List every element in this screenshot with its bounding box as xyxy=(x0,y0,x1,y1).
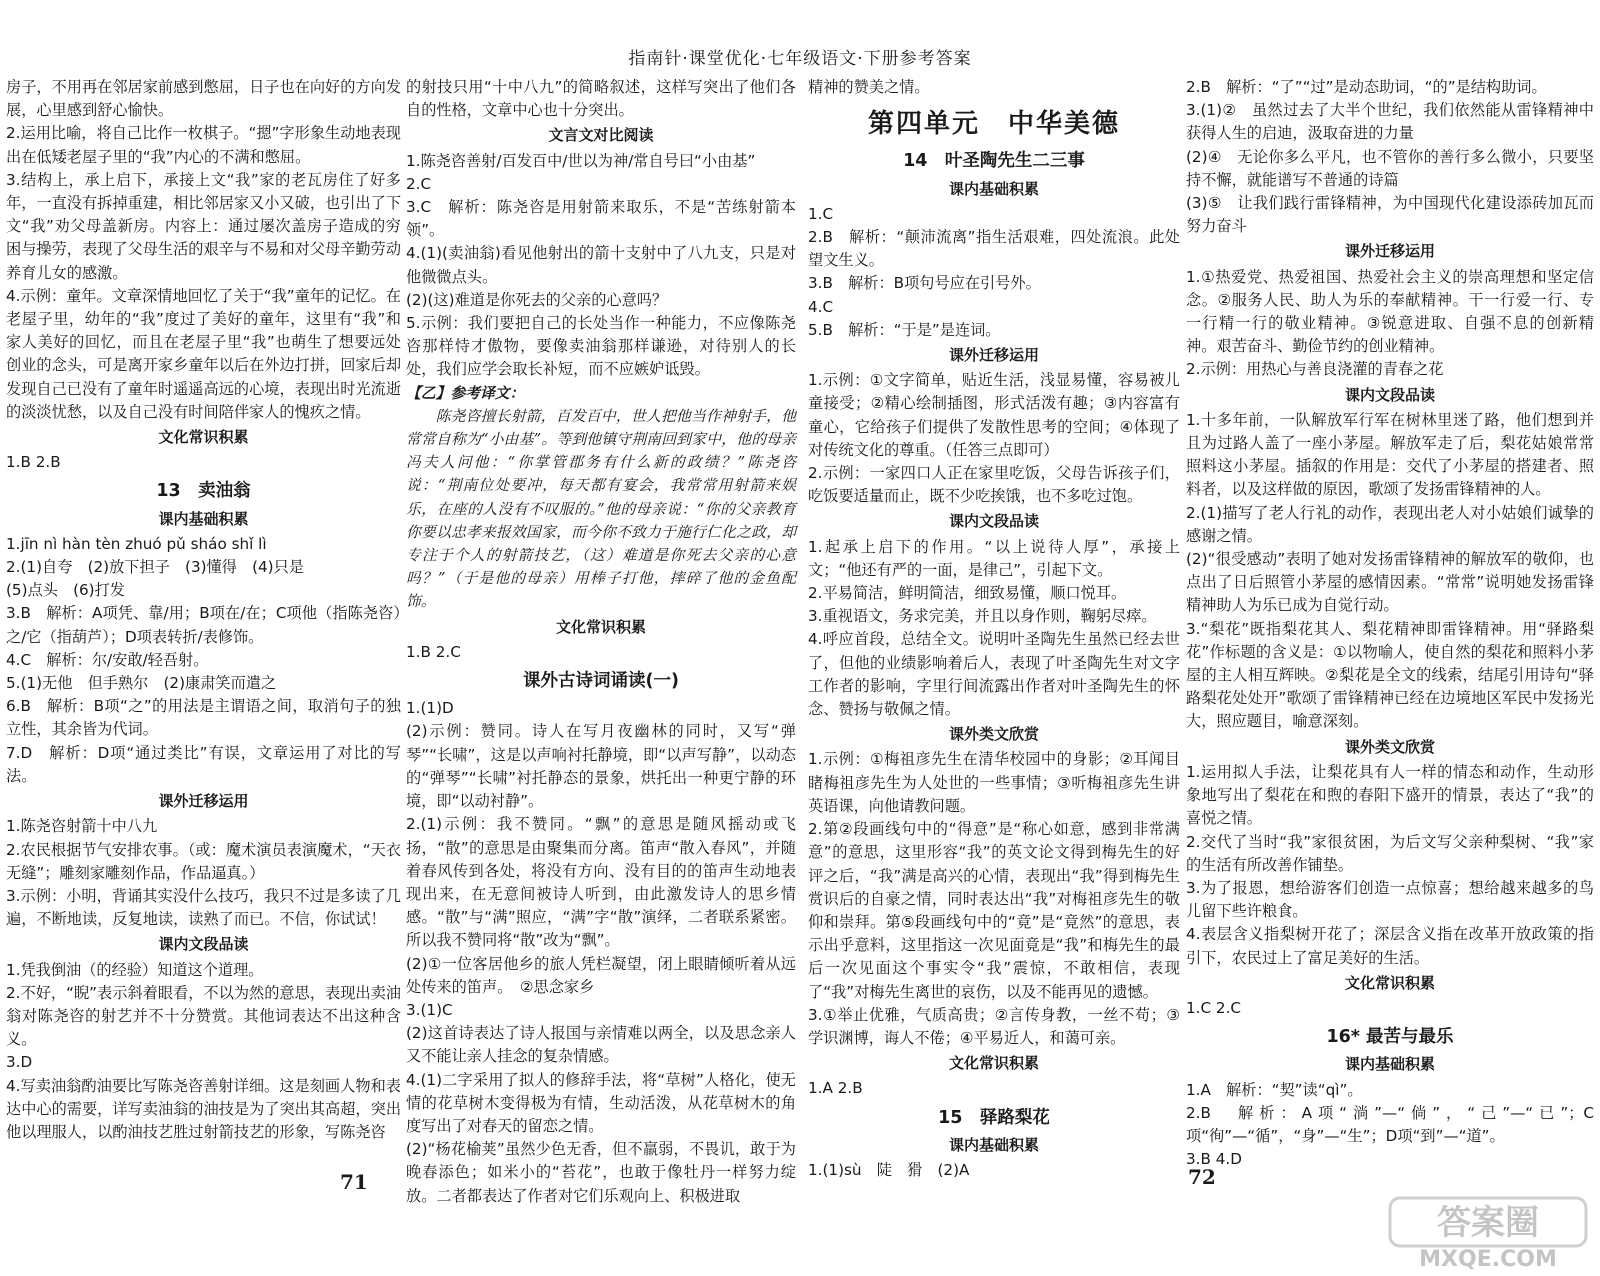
section-heading: 文言文对比阅读 xyxy=(548,126,654,145)
answer-line: 1.(1)sù 陡 猾 (2)A xyxy=(808,1160,970,1179)
answer-line: 5.示例：我们要把自己的长处当作一种能力，不应像陈尧咨那样恃才傲物，要像卖油翁那样谦逊，对待别人的长处，我们应学会取长补短，而不应嫉妒诋毁。 xyxy=(406,314,796,379)
answer-line: 1.A 2.B xyxy=(808,1079,863,1098)
answer-line: 1.示例：①梅祖彦先生在清华校园中的身影；②耳闻目睹梅祖彦先生为人处世的一些事情；③听梅祖彦先生讲英语课，向他请教问题。 xyxy=(808,750,1180,815)
answer-line: 3.D xyxy=(6,1053,33,1072)
section-heading: 课内文段品读 xyxy=(948,512,1039,531)
column-2-part-b xyxy=(406,616,796,1208)
answer-line: 3.(1)C xyxy=(406,1000,453,1019)
answer-line: 4.C 解析：尔/安敢/轻吾射。 xyxy=(6,650,209,669)
lesson-title: 16* 最苦与最乐 xyxy=(1326,1027,1454,1048)
answer-line: 3.重视语文，务求完美，并且以身作则，鞠躬尽瘁。 xyxy=(808,607,1157,626)
answer-line: 精神的赞美之情。 xyxy=(808,78,930,96)
answer-line: 4.(1)二字采用了拟人的修辞手法，将“草树”人格化，使无情的花草树木变得极为有情，生动活泼，从花草树木的角度写出了对春天的留恋之情。 xyxy=(406,1070,796,1135)
answer-line: 5.B 解析：“于是”是连词。 xyxy=(808,320,1001,339)
section-heading: 课内基础积累 xyxy=(1344,1055,1435,1074)
column-1 xyxy=(6,76,401,1144)
column-2 xyxy=(406,76,796,1208)
answer-line: 1.陈尧咨善射/百发百中/世以为神/常自号曰“小由基” xyxy=(406,151,756,170)
answer-line: (2)“杨花榆荚”虽然少色无香，但不羸弱，不畏讥，敢于为晚春添色；如米小的“苔花”，也敢于像牡丹一样努力绽放。二者都表达了作者对它们乐观向上、积极进取 xyxy=(406,1140,796,1205)
answer-line: 2.农民根据节气安排农事。（或：魔术演员表演魔术，“天衣无缝”；雕刻家雕刻作品，作品逼真。） xyxy=(6,840,401,882)
answer-line: 3.为了报恩，想给游客们创造一点惊喜；想给越来越多的鸟儿留下些许粮食。 xyxy=(1186,878,1594,921)
answer-line: 2.C xyxy=(406,174,432,193)
answer-line: 1.C xyxy=(808,204,834,223)
answer-line: 4.C xyxy=(808,297,834,316)
column-2-part-a xyxy=(406,76,796,382)
answer-line: 1.jīn nì hàn tèn zhuó pǔ sháo shǐ lì xyxy=(6,534,267,553)
answer-line: 房子，不用再在邻居家前感到憋屈，日子也在向好的方向发展，心里感到舒心愉快。 xyxy=(6,78,401,120)
answer-line: 1.(1)D xyxy=(406,699,454,718)
section-heading: 课外类文欣赏 xyxy=(1344,737,1435,756)
answer-line: 2.(1)描写了老人行礼的动作，表现出老人对小姑娘们诚挚的感谢之情。 xyxy=(1186,503,1594,545)
section-heading: 课外迁移运用 xyxy=(1344,242,1435,261)
answer-line: (3)⑤ 让我们践行雷锋精神，为中国现代化建设添砖加瓦而努力奋斗 xyxy=(1186,194,1594,236)
answer-line: 1.陈尧咨射箭十中八九 xyxy=(6,817,158,836)
answer-line: 3.结构上，承上启下，承接上文“我”家的老瓦房住了好多年，一直没有拆掉重建，相比邻居家又小又破，也引出了下文“我”劝父母盖新房。内容上：通过屡次盖房子造成的穷困与操劳，表现了父母生活的艰辛与不易和对父母辛勤劳动养育儿女的感激。 xyxy=(6,170,401,282)
section-heading: 课内文段品读 xyxy=(1344,385,1435,404)
translation-text: 陈尧咨擅长射箭，百发百中，世人把他当作神射手，他常常自称为“小由基”。等到他镇守荆南回到家中，他的母亲冯夫人问他：“你掌管郡务有什么新的政绩？”陈尧咨说：“荆南位处要冲，每天都有宴会，我常常用射箭来娱乐，在座的人没有不叹服的。”他的母亲说：“你的父亲教育你要以忠孝来报效国家，而今你不致力于施行仁化之政，却专注于个人的射箭技艺，（这）难道是你死去父亲的心意吗？”（于是他的母亲）用棒子打他，摔碎了他的金鱼配饰。 xyxy=(406,407,796,611)
column-4 xyxy=(1186,76,1594,1171)
section-heading: 课外类文欣赏 xyxy=(948,725,1039,744)
answer-line: 3.示例：小明，背诵其实没什么技巧，我只不过是多读了几遍，不断地读，反复地读，读熟了而已。不信，你试试！ xyxy=(6,886,401,929)
answer-line: (2)这首诗表达了诗人报国与亲情难以两全，以及思念亲人又不能让亲人挂念的复杂情感。 xyxy=(406,1024,796,1066)
page-number-left: 71 xyxy=(340,1170,368,1194)
answer-line: (2)(这)难道是你死去的父亲的心意吗？ xyxy=(406,290,668,309)
answer-line: 1.①热爱党、热爱祖国、热爱社会主义的崇高理想和坚定信念。②服务人民、助人为乐的奉献精神。干一行爱一行、专一行精一行的敬业精神。③锐意进取、自强不息的创新精神。艰苦奋斗、勤俭节约的创业精神。 xyxy=(1186,267,1594,356)
answer-line: 3.(1)② 虽然过去了大半个世纪，我们依然能从雷锋精神中获得人生的启迪，汲取奋进的力量 xyxy=(1186,101,1594,143)
answer-line: (2)“很受感动”表明了她对发扬雷锋精神的解放军的敬仰，也点出了日后照管小茅屋的感情因素。“常常”说明她发扬雷锋精神助人为乐已成为自觉行动。 xyxy=(1186,550,1594,615)
answer-line: 1.起承上启下的作用。“以上说待人厚”，承接上文；“他还有严的一面，是律己”，引起下文。 xyxy=(808,537,1180,579)
answer-line: 4.写卖油翁酌油要比写陈尧咨善射详细。这是刻画人物和表达中心的需要，详写卖油翁的油技是为了突出其高超，突出他以理服人，以酌油技艺胜过射箭技艺的形象，写陈尧咨 xyxy=(6,1076,401,1141)
section-heading: 课外迁移运用 xyxy=(158,792,249,811)
column-3 xyxy=(808,76,1180,1182)
answer-line: 3.B 解析：A项凭、靠/用；B项在/在；C项他（指陈尧咨）之/它（指葫芦）；D项表转折/表修饰。 xyxy=(6,604,401,646)
answer-line: 2.(1)自夸 (2)放下担子 (3)懂得 (4)只是 xyxy=(6,558,304,577)
section-heading: 文化常识积累 xyxy=(158,428,249,447)
answer-line: 2.第②段画线句中的“得意”是“称心如意，感到非常满意”的意思，这里形容“我”的英文论文得到梅先生的好评之后，“我”满是高兴的心情，表现出“我”得到梅先生赏识后的自豪之情，同时表达出“我”对梅祖彦先生的敬仰和崇拜。第⑤段画线句中的“竟”是“竟然”的意思，表示出乎意料，这里指这一次见面竟是“我”和梅先生的最后一次见面这个事实令“我”震惊，不敢相信，表现了“我”对梅先生离世的哀伤，以及不能再见的遗憾。 xyxy=(808,820,1180,1001)
answer-line: 2.不好，“睨”表示斜着眼看，不以为然的意思，表现出卖油翁对陈尧咨的射艺并不十分赞赏。其他词表达不出这种含义。 xyxy=(6,983,401,1049)
answer-line: 2.示例：一家四口人正在家里吃饭，父母告诉孩子们，吃饭要适量而止，既不少吃挨饿，也不多吃过饱。 xyxy=(808,464,1180,506)
translation-label: 【乙】参考译文： xyxy=(406,384,525,402)
section-heading: 课内基础积累 xyxy=(948,1135,1039,1154)
answer-line: 的射技只用“十中八九”的简略叙述，这样写突出了他们各自的性格，文章中心也十分突出。 xyxy=(406,78,796,120)
answer-line: 4.示例：童年。文章深情地回忆了关于“我”童年的记忆。在老屋子里，幼年的“我”度过了美好的童年，这里有“我”和家人美好的回忆，而且在老屋子里“我”也萌生了想要远处创业的念头，可是离开家乡童年以后在外边打拼，回家后却发现自己已没有了童年时遥遥高远的心境，表现出时光流逝的淡淡忧愁，以及自己没有时间陪伴家人的愧疚之情。 xyxy=(6,286,401,421)
page-number-right: 72 xyxy=(1188,1165,1216,1189)
answer-line: 1.示例：①文字简单，贴近生活，浅显易懂，容易被儿童接受；②精心绘制插图，形式活泼有趣；③内容富有童心，它给孩子们提供了发散性思考的空间；④体现了对传统文化的尊重。（任答三点即可） xyxy=(808,371,1180,459)
section-heading: 课内文段品读 xyxy=(158,935,249,954)
answer-line: (2)④ 无论你多么平凡，也不管你的善行多么微小，只要坚持不懈，就能谱写不普通的诗篇 xyxy=(1186,147,1594,189)
answer-line: 2.运用比喻，将自己比作一枚棋子。“摁”字形象生动地表现出在低矮老屋子里的“我”内心的不满和憋屈。 xyxy=(6,124,401,166)
answer-line: 2.B 解析：“颠沛流离”指生活艰难，四处流浪。此处望文生义。 xyxy=(808,228,1180,270)
lesson-title: 15 驿路梨花 xyxy=(938,1107,1050,1128)
answer-line: 1.凭我倒油（的经验）知道这个道理。 xyxy=(6,960,264,979)
answer-line: 5.(1)无他 但手熟尔 (2)康肃笑而遣之 xyxy=(6,674,277,693)
answer-line: 3.①举止优雅，气质高贵；②言传身教，一丝不苟；③学识渊博，诲人不倦；④平易近人，和蔼可亲。 xyxy=(808,1005,1180,1047)
answer-line: 2.B 解析：“了”“过”是动态助词，“的”是结构助词。 xyxy=(1186,78,1547,96)
answer-line: 3.“梨花”既指梨花其人、梨花精神即雷锋精神。用“驿路梨花”作标题的含义是：①以物喻人，使自然的梨花和照料小茅屋的主人相互辉映。②梨花是全文的线索，结尾引用诗句“驿路梨花处处开”歌颂了雷锋精神已经在边境地区军民中发扬光大，照应题目，喻意深刻。 xyxy=(1186,619,1594,731)
watermark-text: 答案圈 xyxy=(1437,1203,1539,1243)
answer-line: 1.B 2.B xyxy=(6,453,61,472)
answer-line: 4.呼应首段，总结全文。说明叶圣陶先生虽然已经去世了，但他的业绩影响着后人，表现了叶圣陶先生对文字工作者的影响，字里行间流露出作者对叶圣陶先生的怀念、赞扬与敬佩之情。 xyxy=(808,630,1180,719)
answer-line: 1.C 2.C xyxy=(1186,998,1242,1017)
section-heading: 文化常识积累 xyxy=(555,617,646,636)
answer-line: 6.B 解析：B项“之”的用法是主谓语之间，取消句子的独立性，其余皆为代词。 xyxy=(6,697,401,739)
answer-line: 2.B 解析：A项“淌”—“倘”，“己”—“已”；C项“徇”—“循”，“身”—“生”；D项“到”—“道”。 xyxy=(1186,1103,1594,1145)
answer-line: 3.B 解析：B项句号应在引号外。 xyxy=(808,274,1041,293)
answer-line: (5)点头 (6)打发 xyxy=(6,581,125,600)
section-heading: 文化常识积累 xyxy=(1344,973,1435,992)
answer-line: 1.A 解析：“契”读“qì”。 xyxy=(1186,1080,1363,1099)
answer-line: 3.B 4.D xyxy=(1186,1150,1242,1169)
unit-title: 第四单元 中华美德 xyxy=(867,109,1120,140)
answer-line: 1.运用拟人手法，让梨花具有人一样的情态和动作，生动形象地写出了梨花在和煦的春阳下盛开的情景，表达了“我”的喜悦之情。 xyxy=(1186,762,1594,828)
section-heading: 文化常识积累 xyxy=(948,1054,1039,1073)
section-heading: 课内基础积累 xyxy=(948,179,1039,198)
answer-line: 2.(1)示例：我不赞同。“飘”的意思是随风摇动或飞扬，“散”的意思是由聚集而分离。笛声“散入春风”，并随着春风传到各处，将没有方向、没有目的的笛声生动地表现出来，在无意间被诗人听到，由此激发诗人的思乡情感。“散”与“满”照应，“满”字“散”演绎，二者联系紧密。所以我不赞同将“散”改为“飘”。 xyxy=(406,815,796,950)
answer-line: 1.十多年前，一队解放军行军在树林里迷了路，他们想到并且为过路人盖了一座小茅屋。解放军走了后，梨花姑娘常常照料这小茅屋。插叙的作用是：交代了小茅屋的搭建者、照料者，以及这样做的原因，歌颂了发扬雷锋精神的人。 xyxy=(1186,410,1594,499)
answer-line: 2.示例：用热心与善良浇灌的青春之花 xyxy=(1186,360,1444,379)
answer-line: 2.交代了当时“我”家很贫困，为后文写父亲种梨树、“我”家的生活有所改善作铺垫。 xyxy=(1186,832,1594,874)
page-header: 指南针·课堂优化·七年级语文·下册参考答案 xyxy=(628,49,972,69)
watermark-url: MXQE.COM xyxy=(1419,1247,1557,1270)
answer-line: 2.平易简洁，鲜明简洁，细致易懂，顺口悦耳。 xyxy=(808,584,1127,603)
answer-line: 3.C 解析：陈尧咨是用射箭来取乐，不是“苦练射箭本领”。 xyxy=(406,198,796,240)
section-heading: 课内基础积累 xyxy=(158,509,249,528)
answer-line: 4.表层含义指梨树开花了；深层含义指在改革开放政策的指引下，农民过上了富足美好的生活。 xyxy=(1186,925,1594,967)
watermark-logo xyxy=(1388,1196,1588,1270)
answer-line: 1.B 2.C xyxy=(406,642,461,661)
lesson-title: 课外古诗词诵读(一) xyxy=(523,671,679,692)
lesson-title: 13 卖油翁 xyxy=(156,481,251,502)
answer-line: 7.D 解析：D项“通过类比”有误，文章运用了对比的写法。 xyxy=(6,743,401,785)
answer-line: (2)示例：赞同。诗人在写月夜幽林的同时，又写“弹琴”“长啸”，这是以声响衬托静境，即“以声写静”，以动态的“弹琴”“长啸”衬托静态的景象，烘托出一种更宁静的环境，即“以动衬静”。 xyxy=(406,722,796,811)
lesson-title: 14 叶圣陶先生二三事 xyxy=(903,151,1085,172)
section-heading: 课外迁移运用 xyxy=(948,346,1039,365)
answer-line: 4.(1)(卖油翁)看见他射出的箭十支射中了八九支，只是对他微微点头。 xyxy=(406,244,796,286)
watermark-icon xyxy=(1388,1196,1588,1270)
answer-line: (2)①一位客居他乡的旅人凭栏凝望，闭上眼睛倾听着从远处传来的笛声。 ②思念家乡 xyxy=(406,954,796,996)
